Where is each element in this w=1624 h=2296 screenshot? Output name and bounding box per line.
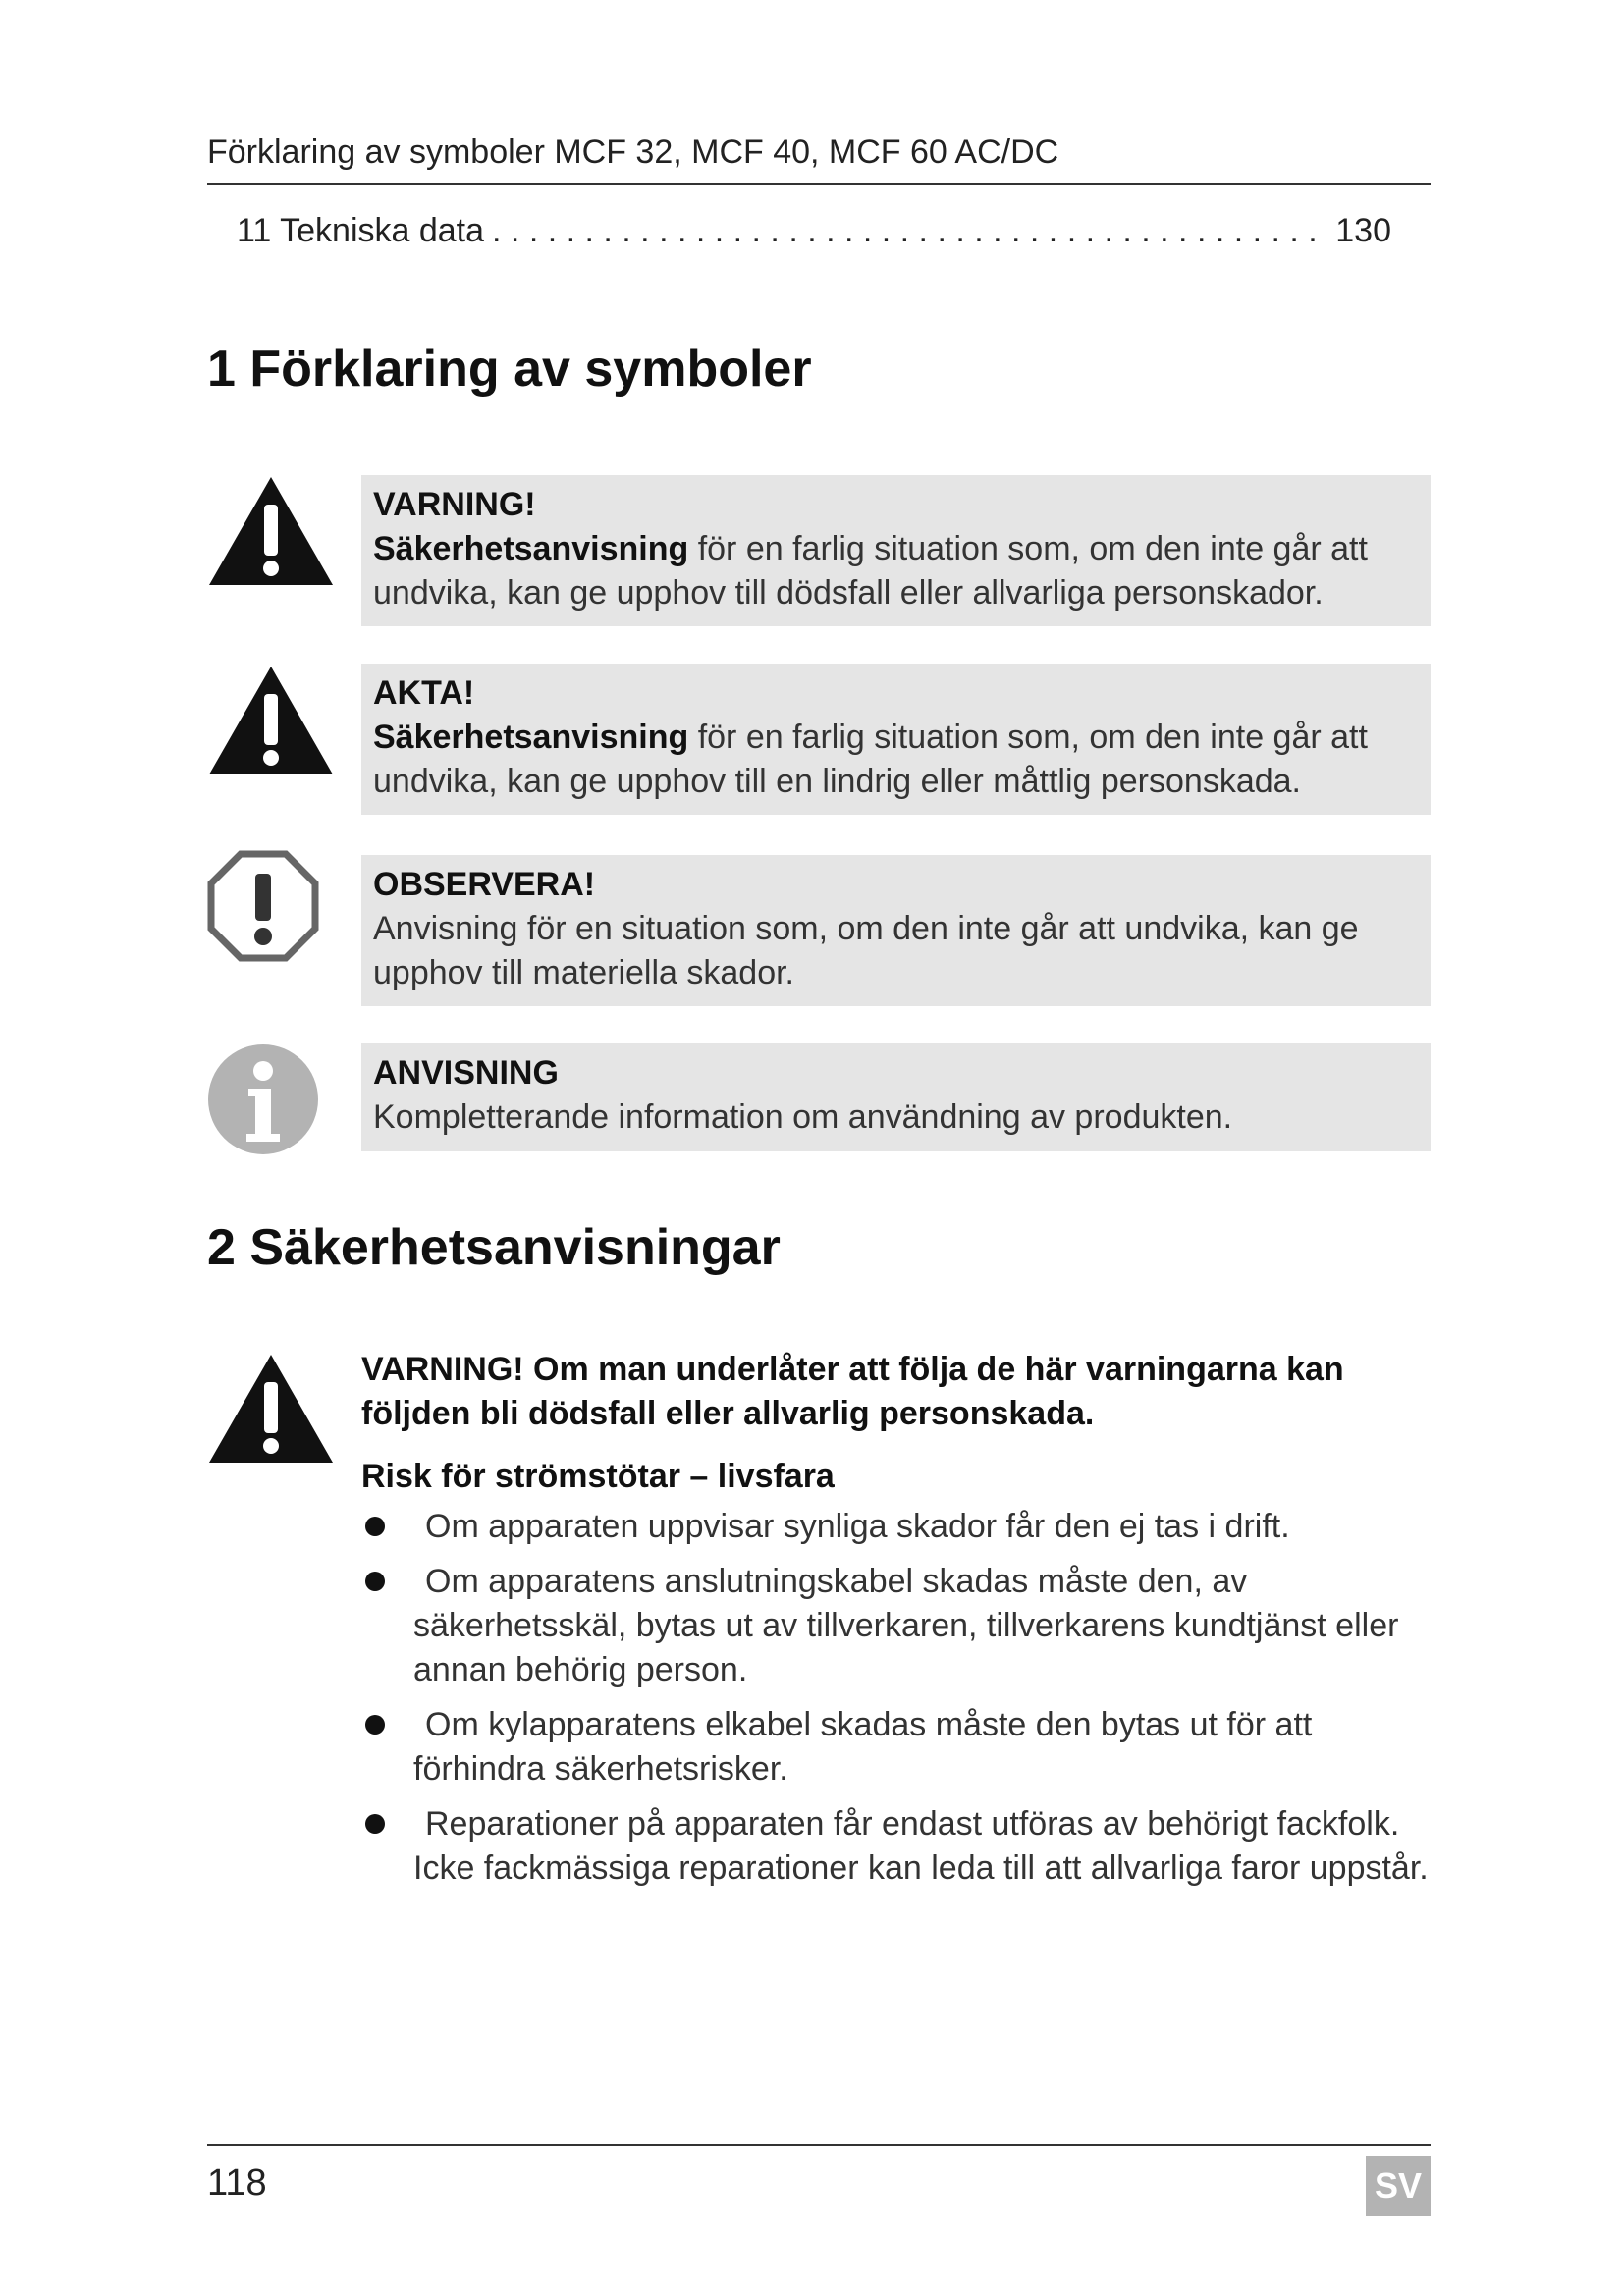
bullet-text: Reparationer på apparaten får endast utföras av behörigt fackfolk. Icke fackmässiga reparationer kan leda till att allvarliga faror uppstår. bbox=[413, 1805, 1429, 1887]
safety-warning-lead: VARNING! Om man underlåter att följa de här varningarna kan följden bli dödsfall eller allvarlig personskada. bbox=[361, 1351, 1344, 1432]
safety-warning-block bbox=[361, 1348, 1441, 1901]
safety-bullet-list bbox=[361, 1505, 1441, 1891]
notice-warning bbox=[361, 475, 1431, 626]
header-rule bbox=[207, 183, 1431, 185]
notice-bold-lead: Säkerhetsanvisning bbox=[373, 530, 689, 567]
risk-heading: Risk för strömstötar – livsfara bbox=[361, 1458, 835, 1495]
section-heading-symbols: 1 Förklaring av symboler bbox=[207, 341, 812, 398]
toc-leader-dots bbox=[492, 212, 1327, 250]
toc-entry-label: 11 Tekniska data bbox=[237, 212, 485, 249]
notice-text: Kompletterande information om användning av produkten. bbox=[373, 1098, 1233, 1136]
bullet-text: Om kylapparatens elkabel skadas måste den bytas ut för att förhindra säkerhetsrisker. bbox=[413, 1706, 1313, 1788]
bullet-icon bbox=[365, 1572, 385, 1591]
section-heading-safety: 2 Säkerhetsanvisningar bbox=[207, 1219, 781, 1276]
bullet-icon bbox=[365, 1814, 385, 1834]
language-badge: SV bbox=[1366, 2156, 1431, 2216]
notice-text: för en farlig situation som, om den inte går att undvika, kan ge upphov till en lindrig eller måttlig personskada. bbox=[373, 719, 1368, 800]
octagon-exclamation-icon bbox=[207, 850, 319, 962]
list-item bbox=[361, 1703, 1435, 1791]
warning-triangle-icon bbox=[207, 665, 335, 776]
info-circle-icon bbox=[207, 1043, 319, 1155]
notice-info bbox=[361, 1043, 1431, 1151]
notice-caution bbox=[361, 664, 1431, 815]
warning-triangle-icon bbox=[207, 475, 335, 587]
bullet-text: Om apparatens anslutningskabel skadas måste den, av säkerhetsskäl, bytas ut av tillverkaren, tillverkarens kundtjänst eller annan behörig person. bbox=[413, 1563, 1399, 1688]
list-item bbox=[361, 1560, 1435, 1692]
list-item bbox=[361, 1802, 1435, 1891]
notice-bold-lead: Säkerhetsanvisning bbox=[373, 719, 689, 756]
bullet-text: Om apparaten uppvisar synliga skador får den ej tas i drift. bbox=[425, 1508, 1290, 1545]
notice-title: OBSERVERA! bbox=[373, 866, 596, 903]
notice-title: AKTA! bbox=[373, 674, 475, 712]
notice-notice bbox=[361, 855, 1431, 1006]
toc-entry-page: 130 bbox=[1335, 212, 1391, 249]
toc-entry[interactable] bbox=[237, 212, 1391, 250]
footer-rule bbox=[207, 2144, 1431, 2146]
bullet-icon bbox=[365, 1715, 385, 1735]
running-header: Förklaring av symboler MCF 32, MCF 40, MCF 60 AC/DC bbox=[207, 133, 1059, 171]
page-number: 118 bbox=[207, 2163, 267, 2204]
notice-title: VARNING! bbox=[373, 486, 536, 523]
warning-triangle-icon bbox=[207, 1353, 335, 1465]
notice-text: för en farlig situation som, om den inte går att undvika, kan ge upphov till dödsfall eller allvarliga personskador. bbox=[373, 530, 1368, 612]
bullet-icon bbox=[365, 1517, 385, 1536]
notice-title: ANVISNING bbox=[373, 1054, 559, 1092]
notice-text: Anvisning för en situation som, om den inte går att undvika, kan ge upphov till materiella skador. bbox=[373, 910, 1359, 991]
list-item bbox=[361, 1505, 1435, 1549]
